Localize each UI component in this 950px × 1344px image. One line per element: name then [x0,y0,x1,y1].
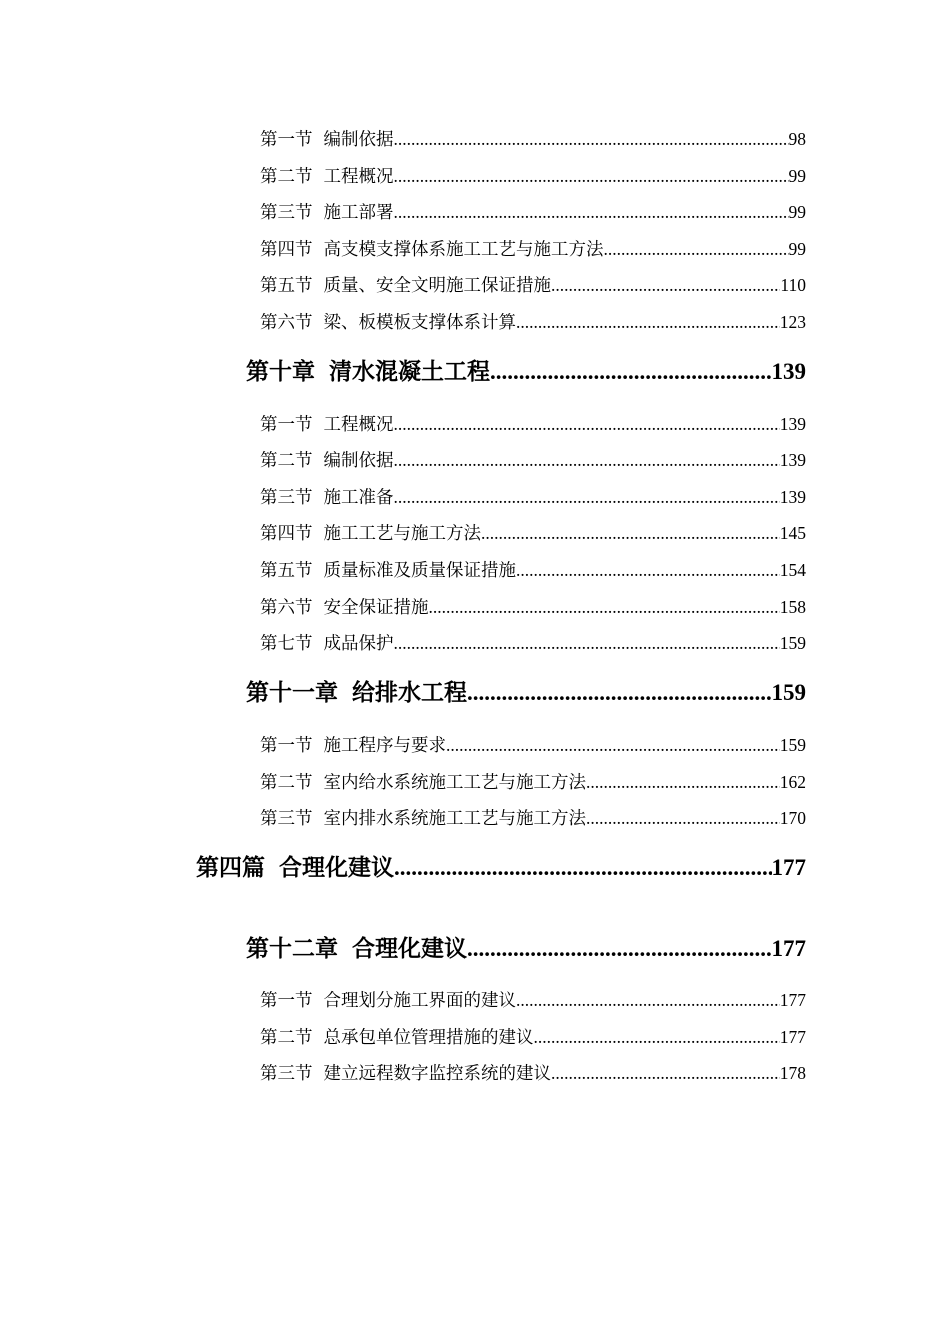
section-number: 第七节 [260,633,313,653]
page-number: 162 [779,772,806,792]
section-title: 工程概况 [323,166,394,186]
page-number: 139 [779,450,806,470]
dot-leader [394,166,789,187]
chapter-title: 合理化建议 [352,936,467,961]
page-number: 110 [780,275,806,295]
chapter-number: 第十二章 [246,936,338,961]
toc-section-entry[interactable] [260,594,806,620]
dot-leader [467,680,772,706]
page-number: 154 [779,560,806,580]
toc-section-entry[interactable] [260,557,806,583]
toc-section-entry[interactable] [260,987,806,1013]
page-number: 159 [779,735,806,755]
toc-section-entry[interactable] [260,520,806,546]
section-title: 室内排水系统施工工艺与施工方法 [323,808,586,828]
dot-leader [394,202,789,223]
toc-section-entry[interactable] [260,769,806,795]
dot-leader [394,855,772,881]
section-number: 第三节 [260,487,313,507]
dot-leader [394,487,780,508]
page-number: 145 [779,523,806,543]
dot-leader [516,990,780,1011]
section-number: 第六节 [260,597,313,617]
section-number: 第一节 [260,414,313,434]
section-title: 编制依据 [323,450,394,470]
toc-section-entry[interactable] [260,309,806,335]
section-number: 第五节 [260,560,313,580]
dot-leader [446,735,780,756]
toc-section-entry[interactable] [260,1060,806,1086]
toc-chapter-entry[interactable] [246,930,806,964]
chapter-title: 给排水工程 [352,680,467,705]
dot-leader [551,1063,780,1084]
section-number: 第二节 [260,450,313,470]
section-number: 第一节 [260,129,313,149]
section-title: 室内给水系统施工工艺与施工方法 [323,772,586,792]
dot-leader [394,414,780,435]
section-number: 第四节 [260,523,313,543]
dot-leader [604,239,789,260]
section-number: 第三节 [260,1063,313,1083]
dot-leader [490,359,772,385]
section-number: 第六节 [260,312,313,332]
toc-section-entry[interactable] [260,732,806,758]
chapter-number: 第十一章 [246,680,338,705]
page-number: 159 [779,633,806,653]
section-number: 第一节 [260,735,313,755]
section-title: 施工准备 [323,487,394,507]
section-title: 质量标准及质量保证措施 [323,560,516,580]
section-title: 成品保护 [323,633,394,653]
toc-section-entry[interactable] [260,163,806,189]
page-number: 99 [788,239,806,259]
toc-section-entry[interactable] [260,805,806,831]
section-title: 高支模支撑体系施工工艺与施工方法 [323,239,604,259]
page-number: 177 [779,1027,806,1047]
dot-leader [586,772,780,793]
section-title: 合理划分施工界面的建议 [323,990,516,1010]
part-title: 合理化建议 [279,855,394,880]
dot-leader [467,936,772,962]
dot-leader [394,633,780,654]
dot-leader [516,312,780,333]
page-number: 158 [779,597,806,617]
dot-leader [481,523,780,544]
section-number: 第三节 [260,202,313,222]
section-number: 第四节 [260,239,313,259]
toc-section-entry[interactable] [260,1024,806,1050]
section-number: 第一节 [260,990,313,1010]
page-number: 139 [771,359,806,384]
dot-leader [394,129,789,150]
page-number: 177 [779,990,806,1010]
page-number: 159 [771,680,806,705]
toc-section-entry[interactable] [260,272,806,298]
page-number: 177 [771,855,806,880]
page-number: 99 [788,166,806,186]
section-title: 编制依据 [323,129,394,149]
part-number: 第四篇 [196,855,265,880]
section-number: 第三节 [260,808,313,828]
section-title: 质量、安全文明施工保证措施 [323,275,551,295]
toc-section-entry[interactable] [260,236,806,262]
section-title: 安全保证措施 [323,597,429,617]
page-number: 170 [779,808,806,828]
section-title: 施工程序与要求 [323,735,446,755]
section-number: 第二节 [260,1027,313,1047]
page-number: 139 [779,414,806,434]
page-number: 98 [788,129,806,149]
section-title: 梁、板模板支撑体系计算 [323,312,516,332]
chapter-number: 第十章 [246,359,315,384]
section-title: 施工工艺与施工方法 [323,523,481,543]
dot-leader [534,1027,780,1048]
page-number: 177 [771,936,806,961]
toc-section-entry[interactable] [260,199,806,225]
chapter-title: 清水混凝土工程 [329,359,490,384]
dot-leader [551,275,780,296]
section-title: 施工部署 [323,202,394,222]
toc-section-entry[interactable] [260,411,806,437]
page-number: 99 [788,202,806,222]
section-number: 第二节 [260,772,313,792]
toc-section-entry[interactable] [260,447,806,473]
section-number: 第二节 [260,166,313,186]
page-number: 123 [779,312,806,332]
toc-part-entry[interactable] [196,849,806,883]
section-title: 总承包单位管理措施的建议 [323,1027,534,1047]
dot-leader [586,808,780,829]
toc-section-entry[interactable] [260,630,806,656]
toc-section-entry[interactable] [260,126,806,152]
section-title: 工程概况 [323,414,394,434]
section-title: 建立远程数字监控系统的建议 [323,1063,551,1083]
toc-chapter-entry[interactable] [246,353,806,387]
page-number: 139 [779,487,806,507]
toc-chapter-entry[interactable] [246,674,806,708]
page-number: 178 [779,1063,806,1083]
dot-leader [394,450,780,471]
section-number: 第五节 [260,275,313,295]
toc-section-entry[interactable] [260,484,806,510]
dot-leader [429,597,780,618]
dot-leader [516,560,780,581]
